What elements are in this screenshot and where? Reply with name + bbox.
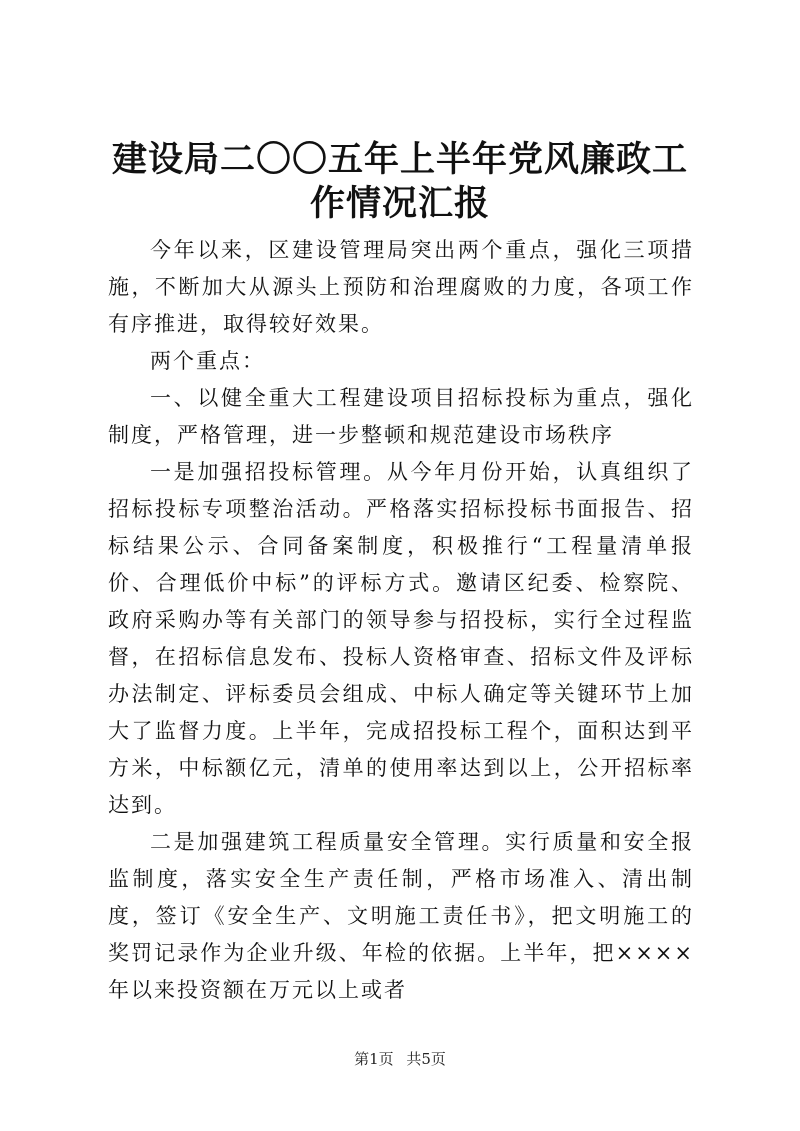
paragraph-bidding-management: 一是加强招投标管理。从今年月份开始，认真组织了招标投标专项整治活动。严格落实招标投标书面报告、招标结果公示、合同备案制度，积极推行“工程量清单报价、合理低价中标”的评标方式。邀请区纪委、检察院、政府采购办等有关部门的领导参与招投标，实行全过程监督，在招标信息发布、投标人资格审查、招标文件及评标办法制定、评标委员会组成、中标人确定等关键环节上加大了监督力度。上半年，完成招投标工程个，面积达到平方米，中标额亿元，清单的使用率达到以上，公开招标率达到。 — [108, 460, 694, 817]
paragraph-intro: 今年以来，区建设管理局突出两个重点，强化三项措施，不断加大从源头上预防和治理腐败的力度，各项工作有序推进，取得较好效果。 — [108, 238, 694, 336]
paragraph-quality-safety: 二是加强建筑工程质量安全管理。实行质量和安全报监制度，落实安全生产责任制，严格市场准入、清出制度，签订《安全生产、文明施工责任书》，把文明施工的奖罚记录作为企业升级、年检的依据。上半年，把××××年以来投资额在万元以上或者 — [108, 830, 694, 1002]
page-number: 第1页 — [354, 1050, 394, 1068]
page-total: 共5页 — [406, 1050, 446, 1068]
document-title: 建设局二〇〇五年上半年党风廉政工作情况汇报 — [111, 139, 688, 224]
paragraph-two-key-points: 两个重点： — [150, 349, 265, 373]
page-footer — [0, 1049, 800, 1069]
paragraph-section-one-heading: 一、以健全重大工程建设项目招标投标为重点，强化制度，严格管理，进一步整顿和规范建设市场秩序 — [108, 386, 694, 447]
document-body — [108, 232, 694, 1009]
